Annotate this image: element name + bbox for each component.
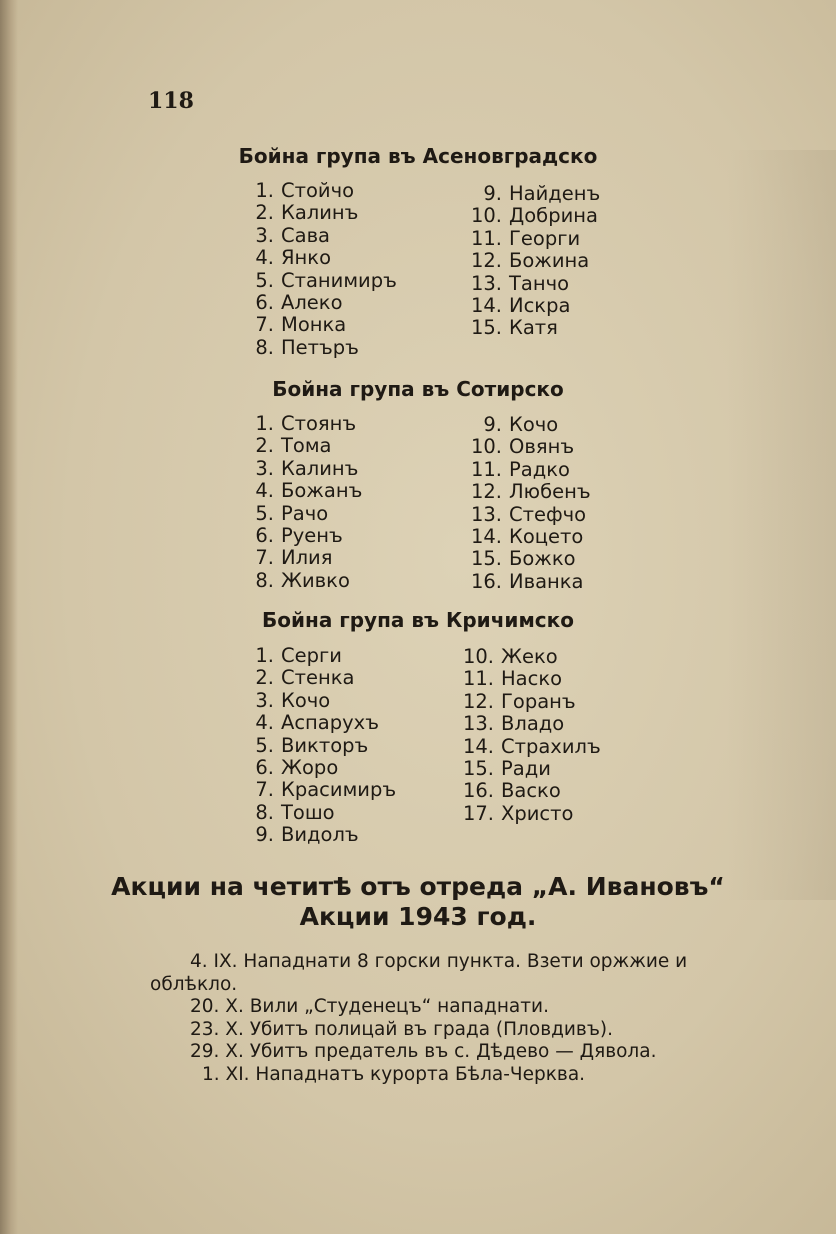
list-item: 7. Илия [255,546,333,570]
action-line: облѣкло. [150,973,238,995]
list-item: 12. Любенъ [470,480,591,504]
list-item: 4. Янко [255,246,332,270]
list-item: 10. Жеко [462,645,558,668]
group-asenovgrad-right-list [470,183,600,340]
actions-list [150,951,740,1086]
list-item: 16. Иванка [470,569,584,593]
group-heading-krichim: Бойна група въ Кричимско [262,608,574,632]
list-item: 10. Добрина [470,204,598,228]
action-line: 23. X. Убитъ полицай въ града (Пловдивъ). [190,1018,613,1040]
list-item: 7. Красимиръ [255,778,397,802]
list-item: 7. Монка [255,313,347,337]
list-item: 8. Живко [255,568,350,592]
list-item: 14. Искра [470,294,571,318]
list-item: 9. Видолъ [255,823,359,847]
list-item: 6. Руенъ [255,524,343,548]
list-item: 12. Божина [470,249,590,273]
list-item: 11. Наско [462,667,563,691]
list-item: 3. Калинъ [255,456,359,480]
list-item: 4. Аспарухъ [255,711,379,735]
list-item: 17. Христо [462,801,574,825]
list-item: 11. Георги [470,226,581,250]
action-line: 29. X. Убитъ предатель въ с. Дѣдево — Дявола. [190,1041,657,1062]
list-item: 13. Танчо [470,271,570,295]
list-item: 9. Кочо [483,413,559,436]
group-krichim-left-list [252,645,396,847]
list-item: 6. Алеко [255,291,343,315]
page-bleed-through [726,150,836,900]
list-item: 9. Найденъ [483,182,601,205]
list-item: 4. Божанъ [255,479,363,503]
actions-title: Акции на четитѣ отъ отреда „А. Ивановъ“ [111,872,725,901]
list-item: 5. Викторъ [255,733,369,757]
group-heading-sotir: Бойна група въ Сотирско [272,377,564,401]
list-item: 6. Жоро [255,756,339,780]
list-item: 1. Стойчо [255,179,355,202]
list-item: 15. Божко [470,547,576,571]
list-item: 13. Владо [462,712,565,736]
list-item: 16. Васко [462,779,561,803]
list-item: 11. Радко [470,457,570,481]
list-item: 1. Стоянъ [255,412,357,435]
page-number: 118 [148,88,194,114]
list-item: 5. Рачо [255,501,329,525]
actions-subtitle: Акции 1943 год. [299,902,537,931]
list-item: 8. Тошо [255,800,335,824]
list-item: 2. Стенка [255,666,355,690]
group-sotir-left-list [252,413,362,592]
list-item: 2. Калинъ [255,201,359,225]
list-item: 2. Тома [255,434,332,458]
list-item: 3. Сава [255,223,331,247]
list-item: 15. Катя [470,316,558,340]
list-item: 8. Петъръ [255,335,359,359]
list-item: 15. Ради [462,757,551,781]
group-heading-asenovgrad: Бойна група въ Асеновградско [238,144,598,168]
action-line: 1. XI. Нападнатъ курорта Бѣла-Черква. [202,1063,586,1085]
list-item: 14. Коцето [470,525,584,549]
action-line: 4. IX. Нападнати 8 горски пункта. Взети оржжие и [190,951,688,972]
list-item: 10. Овянъ [470,435,575,459]
action-line: 20. X. Вили „Студенецъ“ нападнати. [190,996,549,1017]
group-sotir-right-list [470,414,591,593]
list-item: 13. Стефчо [470,502,587,526]
list-item: 14. Страхилъ [462,734,601,758]
list-item: 3. Кочо [255,688,331,712]
list-item: 12. Горанъ [462,689,576,713]
group-asenovgrad-left-list [252,180,397,359]
list-item: 1. Серги [255,644,342,667]
list-item: 5. Станимиръ [255,268,397,292]
group-krichim-right-list [462,646,601,825]
